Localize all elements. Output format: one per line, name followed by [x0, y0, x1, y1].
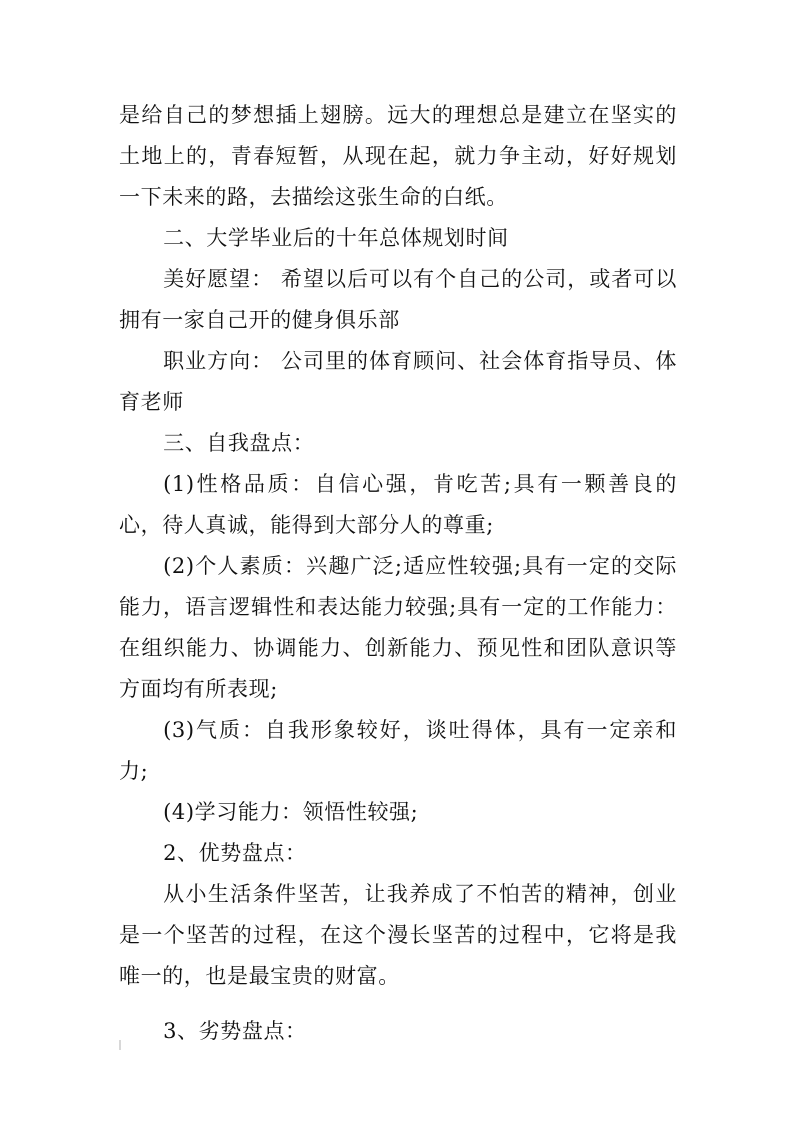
paragraph-personality: (1)性格品质：自信心强，肯吃苦;具有一颗善良的心，待人真诚，能得到大部分人的尊重; — [119, 472, 677, 537]
paragraph-intro-continuation: 是给自己的梦想插上翅膀。远大的理想总是建立在坚实的土地上的，青春短暂，从现在起，就力争主动，好好规划一下未来的路，去描绘这张生命的白纸。 — [119, 103, 677, 209]
document-body — [119, 95, 677, 1052]
heading-strengths: 2、优势盘点： — [163, 841, 307, 865]
paragraph-career-direction: 职业方向： 公司里的体育顾问、社会体育指导员、体育老师 — [119, 349, 677, 414]
paragraph-personal-quality: (2)个人素质：兴趣广泛;适应性较强;具有一定的交际能力，语言逻辑性和表达能力较强;具有一定的工作能力：在组织能力、协调能力、创新能力、预见性和团队意识等方面均有所表现; — [119, 554, 677, 701]
page-corner-mark — [119, 1040, 121, 1050]
paragraph-learning-ability: (4)学习能力：领悟性较强; — [163, 800, 419, 824]
paragraph-wish: 美好愿望： 希望以后可以有个自己的公司，或者可以拥有一家自己开的健身俱乐部 — [119, 267, 677, 332]
paragraph-strengths: 从小生活条件坚苦，让我养成了不怕苦的精神，创业是一个坚苦的过程，在这个漫长坚苦的过程中，它将是我唯一的，也是最宝贵的财富。 — [119, 882, 677, 988]
heading-ten-year-plan: 二、大学毕业后的十年总体规划时间 — [163, 226, 509, 250]
heading-weaknesses: 3、劣势盘点： — [163, 1019, 307, 1043]
heading-self-assessment: 三、自我盘点： — [163, 431, 315, 455]
paragraph-spacer — [119, 997, 677, 1011]
paragraph-temperament: (3)气质：自我形象较好，谈吐得体，具有一定亲和力; — [119, 718, 677, 783]
